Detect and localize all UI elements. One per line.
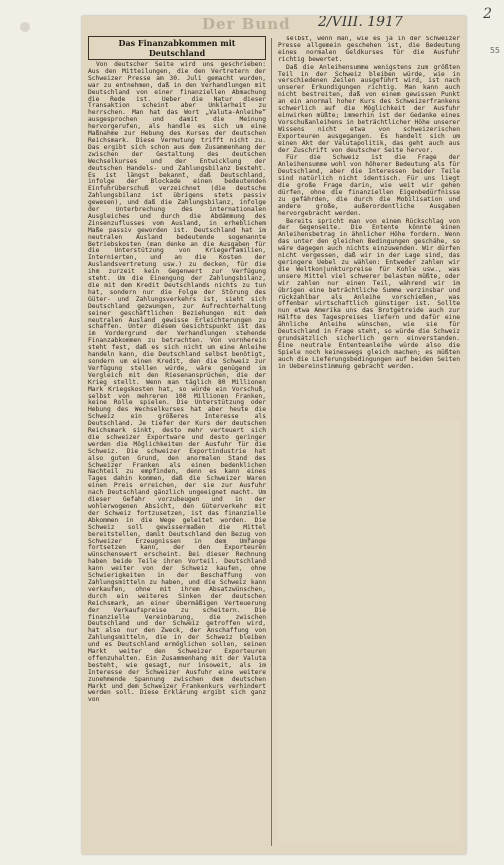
newspaper-clipping bbox=[82, 16, 466, 854]
article-paragraph: selbst, wenn man, wie es ja in der Schweizer Presse allgemein geschehen ist, die Bedeutung eines normalen Geldkurses für die Ausfuhr richtig bewertet. bbox=[278, 36, 460, 63]
empty-clipping-space bbox=[278, 421, 460, 841]
article-paragraph: Für die Schweiz ist die Frage der Anleihensumme wohl von höherer Bedeutung als für Deutschland, aber die Interessen beider Teile sind natürlich nicht identisch. Für uns liegt die große Frage darin, wie weit wir gehen dürfen, ohne die finanziellen Eigenbedürfnisse zu gefährden, die durch die Mobilisation und andere große, außerordentliche Ausgaben hervorgebracht werden. bbox=[278, 154, 460, 217]
column-divider bbox=[271, 38, 272, 846]
article-paragraph: Von deutscher Seite wird uns geschrieben: Aus den Mitteilungen, die den Vertretern der Schweizer Presse am 30. Juli gemacht wurden, war zu entnehmen, daß in den Verhandlungen mit Deutschland von einer finanziellen Abmachung die Rede ist. Ueber die Natur dieser Transaktion scheint aber Unklarheit zu herrschen. Man hat das Wort „Valuta-Anleihe“ ausgesprochen und damit die Meinung hervorgerufen, als handle es sich um eine Maßnahme zur Hebung des Kurses der deutschen Reichsmark. Diese Vermutung trifft nicht zu. Das ergibt sich schon aus dem Zusammenhang der zwischen der Gestaltung des deutschen Wechselkurses und der Entwicklung der deutschen Handels- und Zahlungsbilanz besteht. Es ist längst bekannt, daß Deutschland, infolge der Blockade einen bedeutenden Einfuhrüberschuß verzeichnet (die deutsche Zahlungsbilanz ist übrigens stets passiv gewesen), und daß die Zahlungsbilanz, infolge der Unterbrechung des internationalen Ausgleiches und durch die Abdämmung des Zinsenzuflusses vom Ausland, in erheblichem Maße passiv geworden ist. Deutschland hat im neutralen Ausland bedeutende sogenannte Betriebskosten (man denke an die Ausgaben für die Unterstützung von Kriegerfamilien, Internierten, und an die Kosten der Auslandsvertretung usw.) zu decken, für die ihm zurzeit kein Gegenwert zur Verfügung steht. Um die Einengung der Zahlungsbilanz, die mit dem Kredit Deutschlands nichts zu tun hat, sondern nur die Folge der Störung des Güter- und Zahlungsverkehrs ist, sieht sich Deutschland gezwungen, zur Aufrechterhaltung seiner geschäftlichen Beziehungen mit dem neutralen Ausland gewisse Erleichterungen zu schaffen. Unter diesem Gesichtspunkt ist das im Vordergrund der Verhandlungen stehende Finanzabkommen zu betrachten. Von vornherein steht fest, daß es sich nicht um eine Anleihe handeln kann, die Deutschland selbst benötigt, sondern um einen Kredit, den die Schweiz zur Verfügung stellen würde, wäre genügend im Vergleich mit den Riesenansprüchen, die der Krieg stellt. Wenn man täglich 80 Millionen Mark Kriegskosten hat, so würde ein Vorschuß, selbst von mehreren 100 Millionen Franken, keine Rolle spielen. Die Unterstützung oder Hebung des Wechselkurses hat aber heute die Schweiz ein größeres Interesse als Deutschland. Je tiefer der Kurs der deutschen Reichsmark sinkt, desto mehr verteuert sich die schweizer Exportware und desto geringer werden die Möglichkeiten der Ausfuhr für die Schweiz. Die schweizer Exportindustrie hat also guten Grund, den anormalen Stand des Schweizer Franken als einen bedenklichen Nachteil zu empfinden, denn es kann eines Tages dahin kommen, daß die Schweizer Waren einen Preis erreichen, der sie zur Ausfuhr nach Deutschland gänzlich ungeeignet macht. Um dieser Gefahr vorzubeugen und in der wohlerwogenen Absicht, den Güterverkehr mit der Schweiz fortzusetzen, ist das finanzielle Abkommen in die Wege geleitet worden. Die Schweiz soll gewissermaßen die Mittel bereitstellen, damit Deutschland den Bezug von Schweizer Erzeugnissen in dem Umfange fortsetzen kann, der den Exporteuren wünschenswert erscheint. Bei dieser Rechnung haben beide Teile ihren Vorteil. Deutschland kann weiter von der Schweiz kaufen, ohne Schwierigkeiten in der Beschaffung von Zahlungsmitteln zu haben, und die Schweiz kann verkaufen, ohne mit ihrem Absatzwünschen, durch ein weiteres Sinken der deutschen Reichsmark, an einer übermäßigen Verteuerung der Verkaufspreise zu scheitern. Die finanzielle Vereinbarung, die zwischen Deutschland und der Schweiz getroffen wird, hat also nur den Zweck, der Anschaffung von Zahlungsmitteln, die in der Schweiz bleiben und es Deutschland ermöglichen sollen, seinen Markt weiter den Schweizer Exporteuren offenzuhalten. Ein Zusammenhang mit der Valuta besteht, wie gesagt, nur insoweit, als im Interesse der Schweizer Ausfuhr eine weitere zunehmende Spannung zwischen dem deutschen Markt und dem Schweizer Frankenkurs verhindert werden soll. Diese Erklärung ergibt sich ganz von bbox=[88, 61, 266, 704]
article-title: Das Finanzabkommen mit Deutschland bbox=[88, 36, 266, 60]
newspaper-masthead: Der Bund bbox=[202, 16, 291, 33]
hole-punch-mark bbox=[20, 22, 30, 32]
article-paragraph: Bereits spricht man von einem Rückschlag von der Gegenseite. Die Entente könnte einen Anleihensbetrag in ähnlicher Höhe fordern. Wenn das unter den gleichen Bedingungen geschähe, so wäre dagegen auch nichts einzuwenden. Wir dürfen nicht vergessen, daß wir in der Lage sind, das geringere Uebel zu wählen: Entweder zahlen wir die Weltkonjunkturpreise für Kohle usw., was unsere Mittel viel schwerer belasten müßte, oder wir zahlen nur einen Teil, während wir im übrigen eine beträchtliche Summe verzinsbar und rückzahlbar als Anleihe vorschießen, was offenbar wirtschaftlich günstiger ist. Sollte nun etwa Amerika uns das Brotgetreide auch zur Hälfte des Tagespreises liefern und dafür eine ähnliche Anleihe wünschen, wie sie für Deutschland in Frage steht, so würde die Schweiz grundsätzlich sicherlich gern einverstanden. Eine neutrale Ententeanleihe würde also die Spiele noch keineswegs gleich machen; es müßten auch die Lieferungsbedingungen auf beiden Seiten in Uebereinstimmung gebracht werden. bbox=[278, 217, 460, 370]
article-column-right bbox=[278, 36, 460, 416]
handwritten-date: 2/VIII. 1917 bbox=[318, 16, 403, 30]
archive-reference-number: 55 bbox=[489, 46, 500, 55]
article-column-left bbox=[88, 36, 266, 848]
page-number: 2 bbox=[483, 6, 492, 22]
article-paragraph: Daß die Anleihensumme wenigstens zum größten Teil in der Schweiz bleiben würde, wie in verschiedenen Zeilen ausgeführt wird, ist nach unserer Erkundigungen richtig. Man kann auch nicht bestreiten, daß von einem gewissen Punkt an ein anormal hoher Kurs des Schweizerfrankens schwerlich auf die Möglichkeit der Ausfuhr einwirken müßte; immerhin ist der Gedanke eines Vorschußanleihens in beträchtlicher Höhe unserer Wissens nicht etwa von schweizerischen Exporteuren ausgegangen. Es handelt sich um einen Akt der Valutapolitik, das geht auch aus der Zuschrift von deutscher Seite hervor. bbox=[278, 63, 460, 154]
clipping-header bbox=[82, 16, 466, 34]
